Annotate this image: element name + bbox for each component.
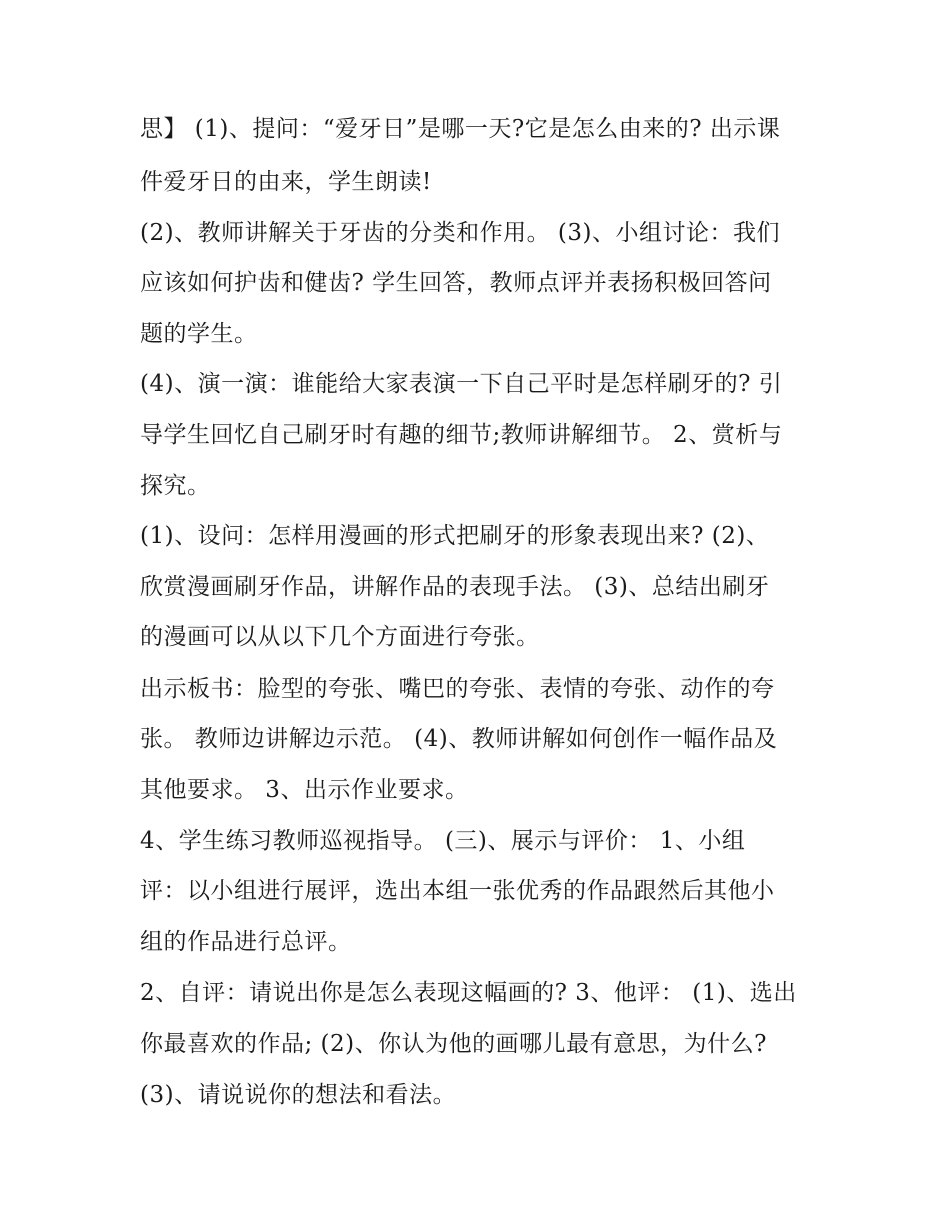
text-line: (1)、设问：怎样用漫画的形式把刷牙的形象表现出来? (2)、 <box>140 523 770 549</box>
text-line: 评：以小组进行展评，选出本组一张优秀的作品跟然后其他小 <box>140 878 775 904</box>
text-line: 导学生回忆自己刷牙时有趣的细节;教师讲解细节。 2、赏析与 <box>140 422 783 448</box>
text-line: (4)、演一演：谁能给大家表演一下自己平时是怎样刷牙的? 引 <box>140 371 783 397</box>
text-line: 思】 (1)、提问：“爱牙日”是哪一天?它是怎么由来的? 出示课 <box>140 116 781 142</box>
text-line: 出示板书：脸型的夸张、嘴巴的夸张、表情的夸张、动作的夸 <box>140 676 775 702</box>
text-line: 组的作品进行总评。 <box>140 929 352 955</box>
text-line: 题的学生。 <box>140 321 258 347</box>
text-line: 应该如何护齿和健齿? 学生回答，教师点评并表扬积极回答问 <box>140 270 772 296</box>
text-line: 的漫画可以从以下几个方面进行夸张。 <box>140 624 540 650</box>
text-line: 2、自评：请说出你是怎么表现这幅画的? 3、他评： (1)、选出 <box>140 980 797 1006</box>
text-line: 其他要求。 3、出示作业要求。 <box>140 777 469 803</box>
text-line: 你最喜欢的作品; (2)、你认为他的画哪儿最有意思，为什么? <box>140 1031 767 1057</box>
text-line: (3)、请说说你的想法和看法。 <box>140 1082 457 1108</box>
text-line: 4、学生练习教师巡视指导。 (三)、展示与评价： 1、小组 <box>140 828 746 854</box>
text-line: 张。 教师边讲解边示范。 (4)、教师讲解如何创作一幅作品及 <box>140 726 778 752</box>
text-line: 探究。 <box>140 473 211 499</box>
text-line: 件爱牙日的由来，学生朗读! <box>140 169 432 195</box>
text-line: (2)、教师讲解关于牙齿的分类和作用。 (3)、小组讨论：我们 <box>140 220 780 246</box>
text-line: 欣赏漫画刷牙作品，讲解作品的表现手法。 (3)、总结出刷牙 <box>140 574 770 600</box>
